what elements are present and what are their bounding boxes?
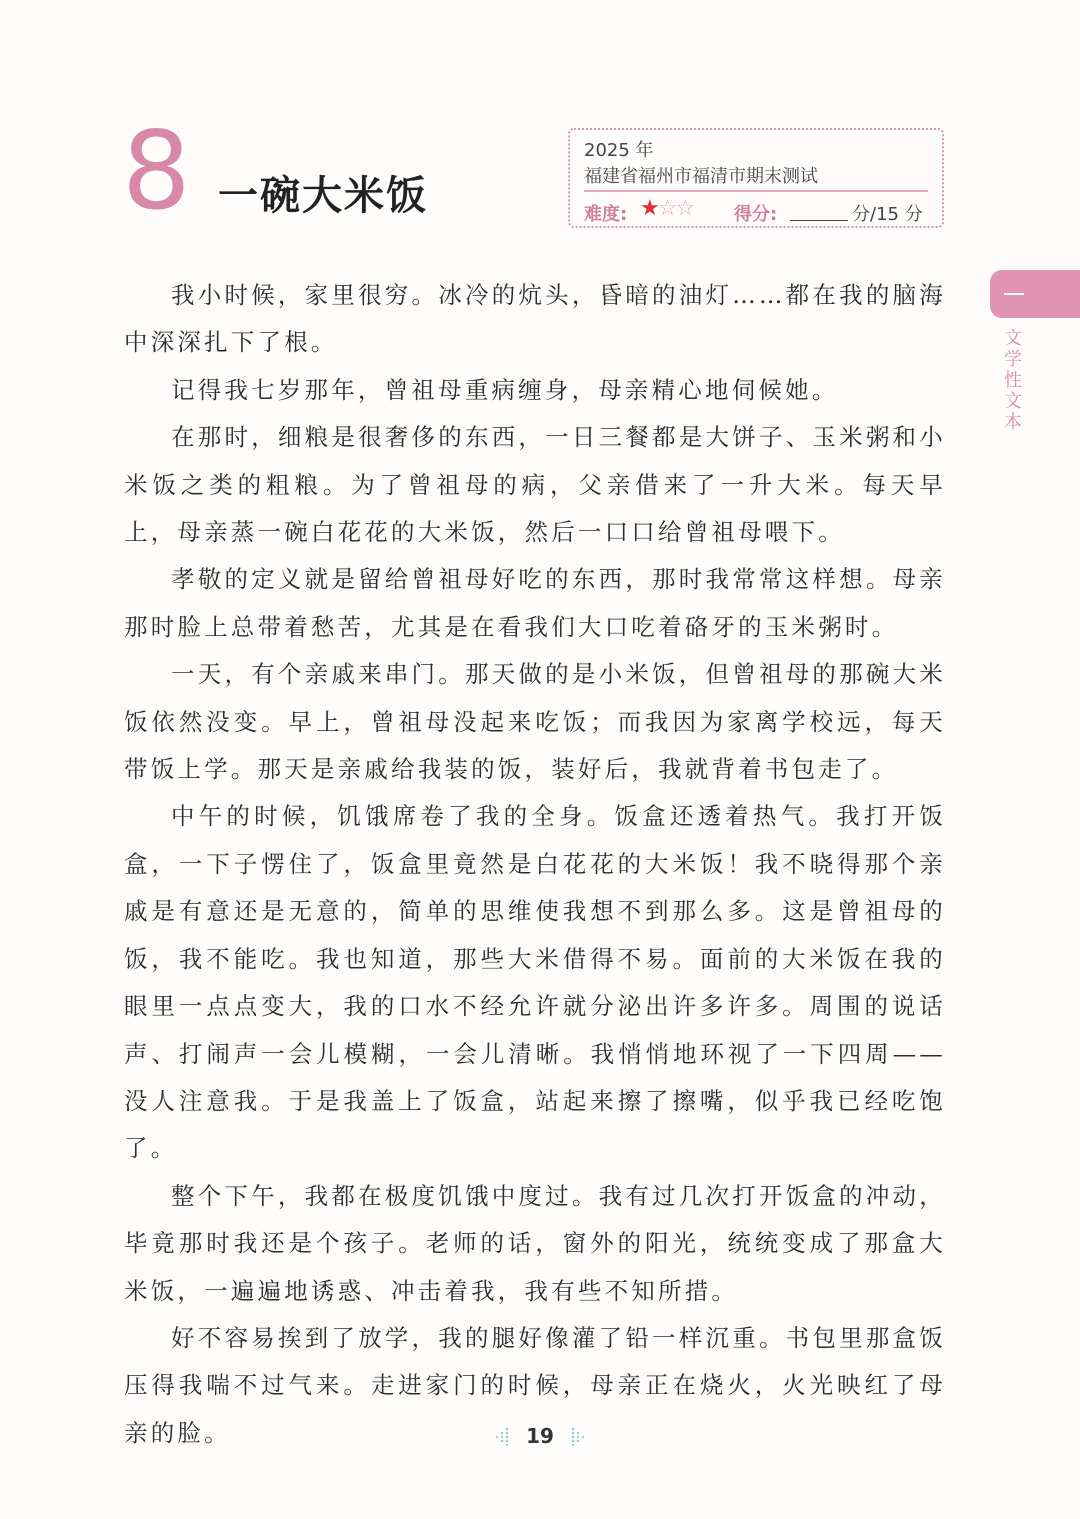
article-paragraph: 中午的时候，饥饿席卷了我的全身。饭盒还透着热气。我打开饭盒，一下子愣住了，饭盒里竟然是白花花的大米饭！我不晓得那个亲戚是有意还是无意的，简单的思维使我想不到那么多。这是曾祖母的饭，我不能吃。我也知道，那些大米借得不易。面前的大米饭在我的眼里一点点变大，我的口水不经允许就分泌出许多许多。周围的说话声、打闹声一会儿模糊，一会儿清晰。我悄悄地环视了一下四周——没人注意我。于是我盖上了饭盒，站起来擦了擦嘴，似乎我已经吃饱了。 [124,802,946,1163]
article-paragraph: 我小时候，家里很穷。冰冷的炕头，昏暗的油灯……都在我的脑海中深深扎下了根。 [124,281,946,357]
exam-source: 福建省福州市福清市期末测试 [584,166,818,187]
article-body [124,272,946,1457]
score-label: 得分: [734,204,778,225]
section-tab [990,270,1080,318]
star-empty-icon: ☆ [657,196,676,221]
section-label: 文学性文本 [1004,328,1022,433]
star-empty-icon: ☆ [675,196,694,221]
article-paragraph: 在那时，细粮是很奢侈的东西，一日三餐都是大饼子、玉米粥和小米饭之类的粗粮。为了曾祖母的病，父亲借来了一升大米。每天早上，母亲蒸一碗白花花的大米饭，然后一口口给曾祖母喂下。 [124,423,946,547]
score-blank [790,220,848,221]
exam-year: 2025 年 [584,140,654,161]
article-paragraph: 一天，有个亲戚来串门。那天做的是小米饭，但曾祖母的那碗大米饭依然没变。早上，曾祖母没起来吃饭；而我因为家离学校远，每天带饭上学。那天是亲戚给我装的饭，装好后，我就背着书包走了。 [124,660,946,784]
difficulty-stars [640,196,693,222]
article-paragraph: 好不容易挨到了放学，我的腿好像灌了铅一样沉重。书包里那盒饭压得我喘不过气来。走进家门的时候，母亲正在烧火，火光映红了母亲的脸。 [124,1323,946,1447]
star-filled-icon: ★ [640,196,658,221]
chapter-title: 一碗大米饭 [218,173,428,219]
difficulty-label: 难度: [584,204,628,225]
chapter-number: 8 [122,109,189,234]
footer-dots-left-icon [489,1426,511,1446]
page-number: 19 [526,1424,554,1448]
article-paragraph: 孝敬的定义就是留给曾祖母好吃的东西，那时我常常这样想。母亲那时脸上总带着愁苦，尤其是在看我们大口吃着硌牙的玉米粥时。 [124,565,946,641]
info-divider [584,190,928,192]
section-tab-mark [1004,293,1024,295]
score-suffix: 分/15 分 [852,204,923,225]
page-footer [0,1424,1080,1448]
article-paragraph: 记得我七岁那年，曾祖母重病缠身，母亲精心地伺候她。 [171,375,839,404]
exam-info-box [568,128,944,228]
article-paragraph: 整个下午，我都在极度饥饿中度过。我有过几次打开饭盒的冲动，毕竟那时我还是个孩子。老师的话，窗外的阳光，统统变成了那盒大米饭，一遍遍地诱惑、冲击着我，我有些不知所措。 [124,1181,946,1305]
footer-dots-right-icon [569,1426,591,1446]
